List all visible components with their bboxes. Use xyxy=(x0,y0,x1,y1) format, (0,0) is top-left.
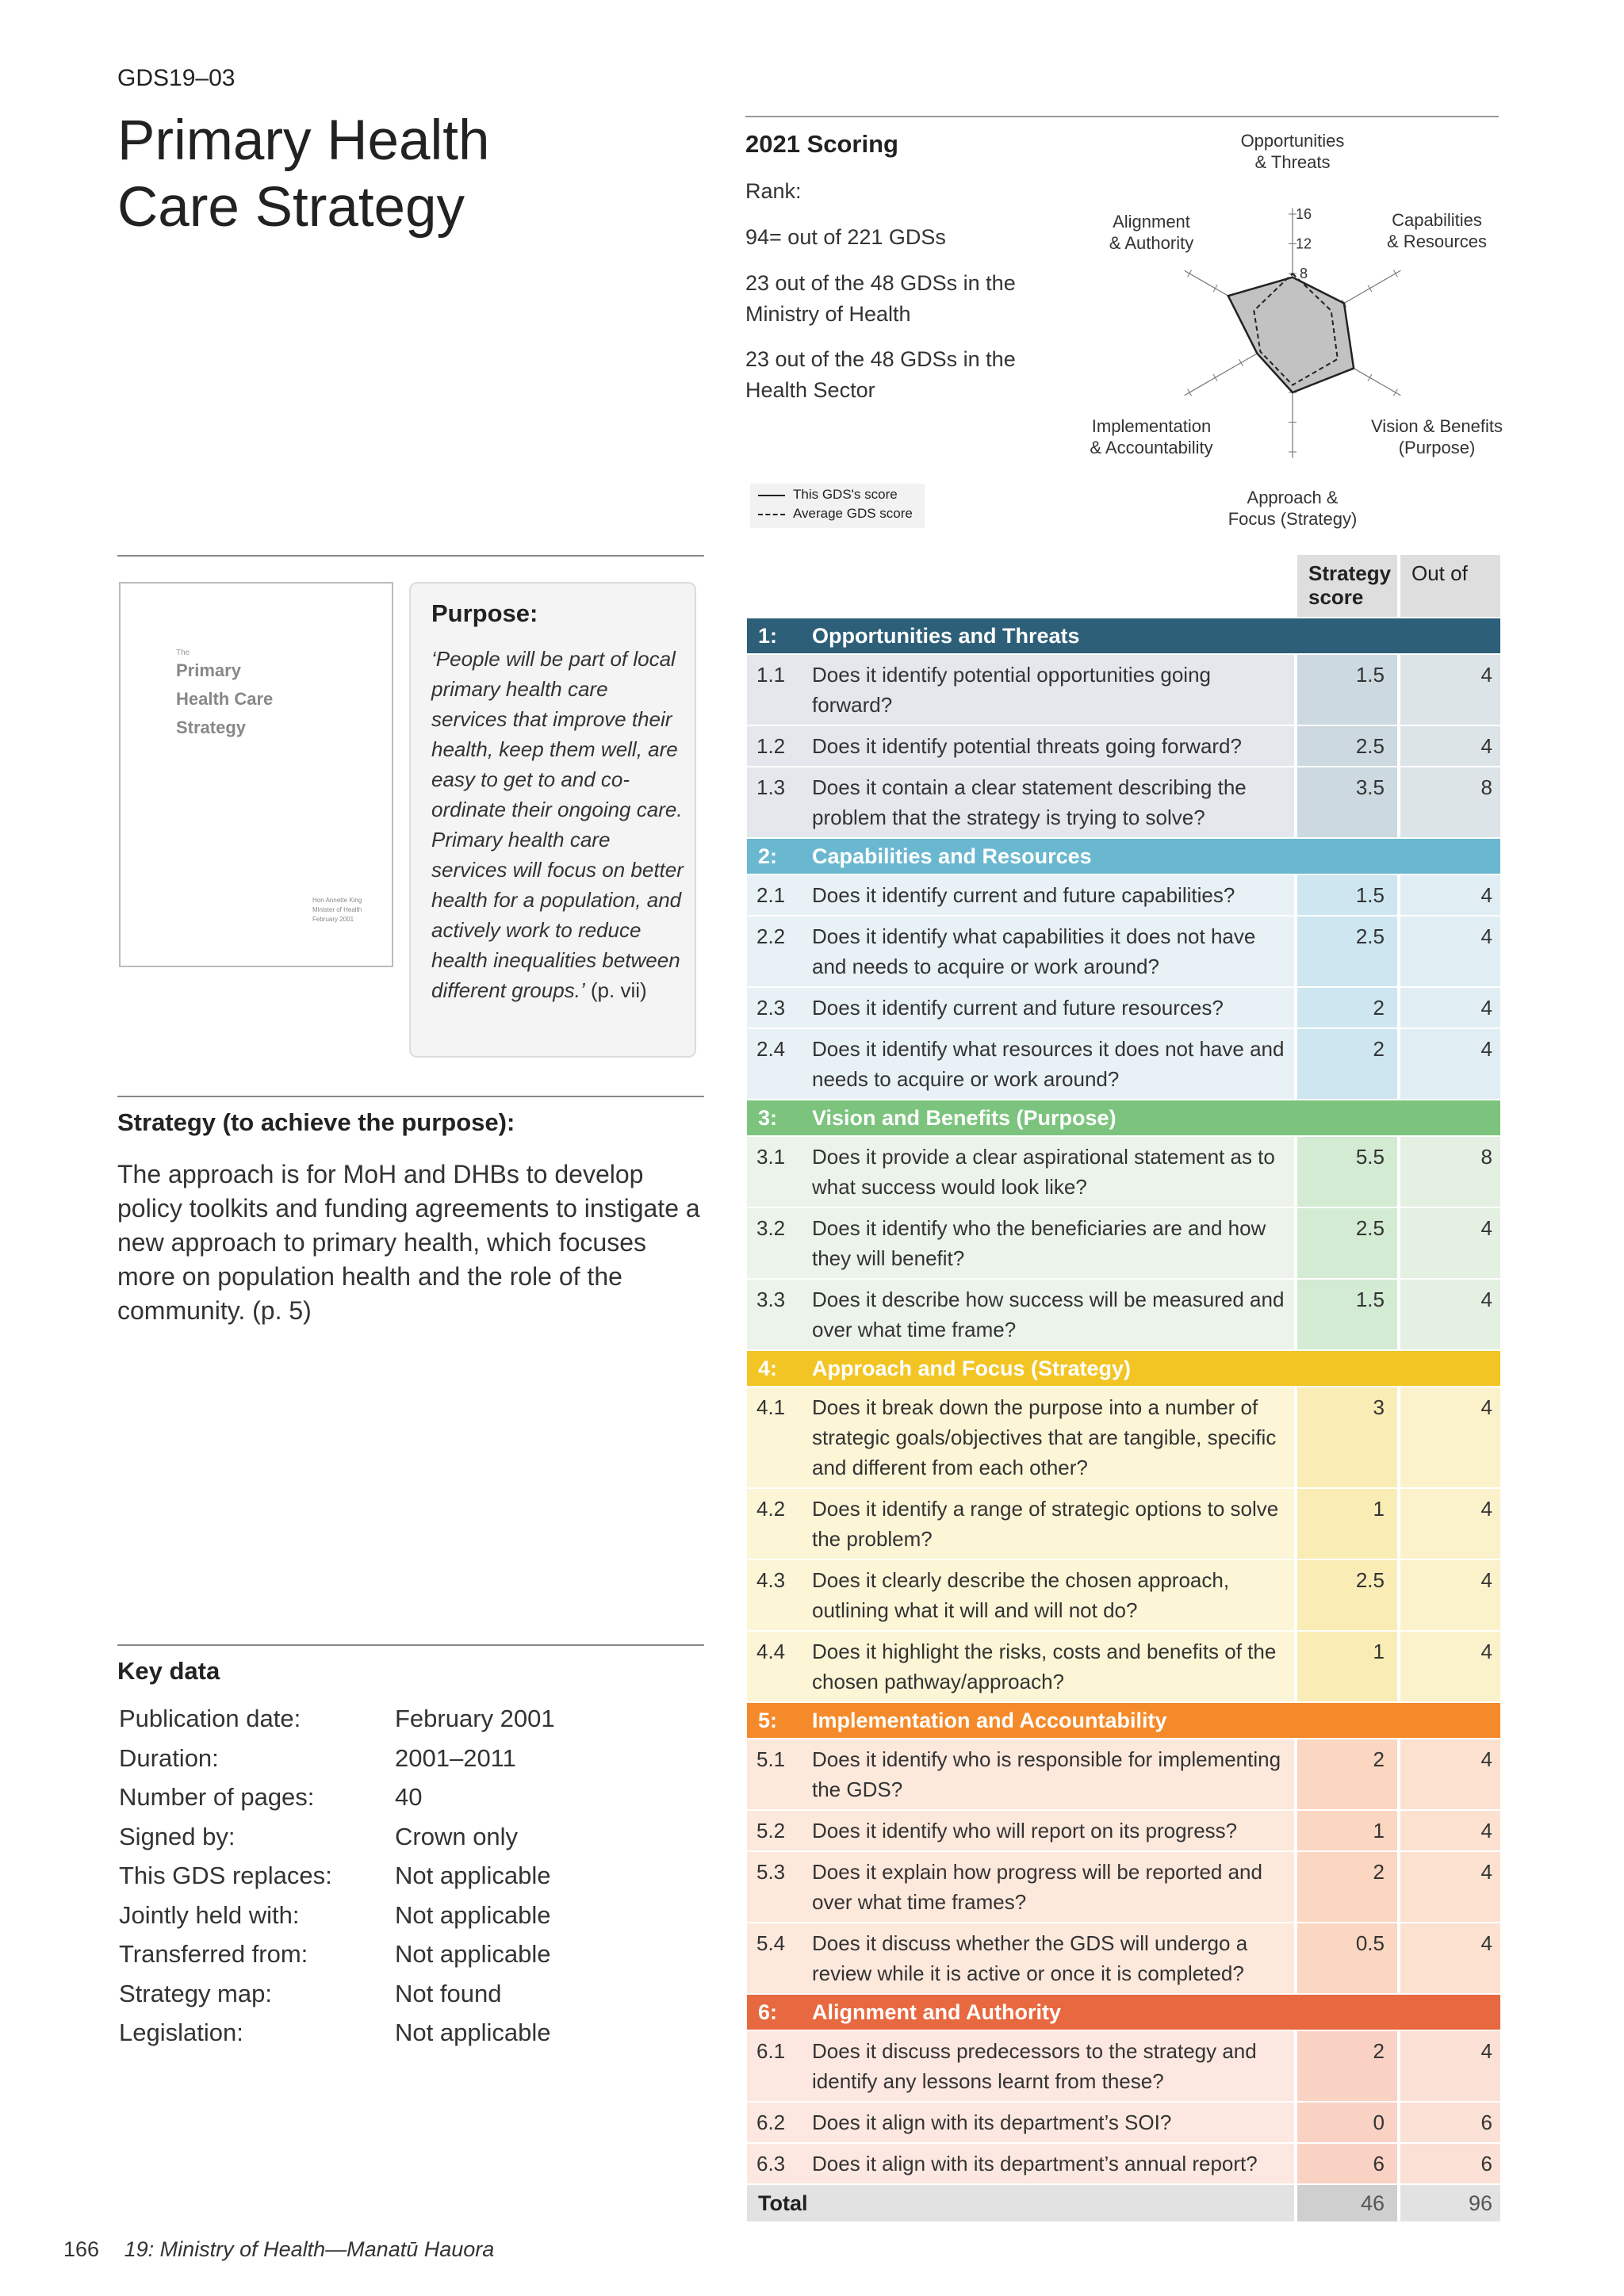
question-number: 1.3 xyxy=(756,775,786,799)
divider xyxy=(117,1644,704,1646)
question-text: Does it explain how progress will be reported and over what time frames? xyxy=(812,1860,1262,1914)
question-out-of: 4 xyxy=(1480,883,1492,907)
table-row xyxy=(747,1811,1500,1850)
radar-axis-label: & Threats xyxy=(1254,152,1331,172)
table-row xyxy=(747,2144,1500,2183)
rank-label: Rank: xyxy=(745,179,802,203)
radar-axis-label: & Accountability xyxy=(1090,438,1213,457)
radar-axis-label: Capabilities xyxy=(1392,210,1482,230)
table-row xyxy=(747,2103,1500,2142)
radar-axis-label: Opportunities xyxy=(1240,131,1345,151)
radar-axis-label: Focus (Strategy) xyxy=(1228,509,1358,529)
question-number: 2.1 xyxy=(756,883,786,907)
section-name: Alignment and Authority xyxy=(812,2000,1061,2024)
rank-overall: 94= out of 221 GDSs xyxy=(745,225,946,249)
question-text: Does it identify what resources it does not have and needs to acquire or work around? xyxy=(812,1037,1285,1091)
section-name: Approach and Focus (Strategy) xyxy=(812,1357,1132,1380)
key-data-label: Key data xyxy=(117,1657,220,1685)
question-text: Does it discuss whether the GDS will undergo a review while it is active or once it is completed? xyxy=(812,1931,1248,1985)
question-out-of: 4 xyxy=(1480,1931,1492,1955)
radar-axis-label: & Authority xyxy=(1109,233,1194,253)
key-data-label: Jointly held with: xyxy=(119,1900,300,1929)
rank-sector: 23 out of the 48 GDSs in the Health Sector xyxy=(745,347,1016,402)
question-score: 1.5 xyxy=(1355,883,1385,907)
section-number: 6: xyxy=(758,2000,778,2024)
question-number: 4.2 xyxy=(756,1497,786,1521)
question-text: Does it describe how success will be measured and over what time frame? xyxy=(812,1288,1285,1341)
table-row xyxy=(747,916,1500,986)
radar-tick-label: 8 xyxy=(1299,266,1308,281)
question-text: Does it highlight the risks, costs and benefits of the chosen pathway/approach? xyxy=(812,1640,1277,1693)
section-name: Capabilities and Resources xyxy=(812,844,1092,868)
page-title-line-1: Primary Health xyxy=(117,109,490,172)
purpose-label: Purpose: xyxy=(431,599,538,627)
question-number: 6.1 xyxy=(756,2039,786,2063)
radar-this-gds-series xyxy=(1228,277,1354,392)
section-header xyxy=(747,1351,1500,1386)
question-score: 0.5 xyxy=(1355,1931,1385,1955)
table-row xyxy=(747,1029,1500,1099)
question-text: Does it provide a clear aspirational statement as to what success would look like? xyxy=(812,1145,1275,1199)
divider xyxy=(117,1096,704,1097)
radar-tick-mark xyxy=(1213,374,1217,381)
question-number: 5.2 xyxy=(756,1819,786,1843)
table-row xyxy=(747,655,1500,725)
question-score: 1 xyxy=(1373,1497,1385,1521)
key-data-value: Not applicable xyxy=(395,1940,551,1968)
key-data-label: Publication date: xyxy=(119,1705,301,1732)
document-cover-thumbnail xyxy=(119,582,393,967)
question-text: Does it identify who is responsible for implementing the GDS? xyxy=(812,1747,1281,1801)
question-out-of: 8 xyxy=(1480,775,1492,799)
radar-axis-label: Approach & xyxy=(1247,488,1339,507)
question-number: 6.2 xyxy=(756,2110,786,2134)
question-out-of: 4 xyxy=(1480,1395,1492,1419)
section-number: 2: xyxy=(758,844,778,868)
question-score: 0 xyxy=(1373,2110,1385,2134)
key-data-value: Not applicable xyxy=(395,1900,551,1929)
radar-axis-label: & Resources xyxy=(1387,232,1487,251)
table-header xyxy=(747,555,1500,617)
question-text: Does it identify potential opportunities going forward? xyxy=(812,663,1211,717)
question-out-of: 4 xyxy=(1480,1037,1492,1061)
radar-tick-mark xyxy=(1188,389,1192,396)
radar-tick-mark xyxy=(1188,270,1192,277)
question-number: 2.3 xyxy=(756,996,786,1020)
scoring-title: 2021 Scoring xyxy=(745,130,898,158)
radar-tick-mark xyxy=(1239,359,1243,366)
question-score: 2 xyxy=(1373,1037,1385,1061)
strategy-text: The approach is for MoH and DHBs to develop policy toolkits and funding agreements to instigate a new approach to primary health, which focuses more on population health and the role of the community. (p. 5) xyxy=(117,1160,700,1325)
question-number: 4.4 xyxy=(756,1640,786,1663)
section-name: Vision and Benefits (Purpose) xyxy=(812,1106,1116,1130)
question-score: 2.5 xyxy=(1355,734,1385,758)
question-text: Does it identify a range of strategic options to solve the problem? xyxy=(812,1497,1279,1551)
question-score: 3 xyxy=(1373,1395,1385,1419)
table-row xyxy=(747,1208,1500,1278)
question-out-of: 4 xyxy=(1480,1288,1492,1311)
question-text: Does it identify potential threats going forward? xyxy=(812,734,1242,758)
question-number: 4.3 xyxy=(756,1568,786,1592)
question-number: 4.1 xyxy=(756,1395,786,1419)
key-data-value: 2001–2011 xyxy=(395,1743,516,1772)
rank-ministry: 23 out of the 48 GDSs in the Ministry of Health xyxy=(745,271,1016,326)
key-data-value: Not applicable xyxy=(395,2019,551,2046)
radar-axis-label: Alignment xyxy=(1113,212,1190,232)
key-data-label: Signed by: xyxy=(119,1822,236,1850)
radar-tick-mark xyxy=(1368,374,1372,381)
question-number: 5.1 xyxy=(756,1747,786,1771)
purpose-ref: (p. vii) xyxy=(584,978,647,1002)
question-score: 2 xyxy=(1373,1860,1385,1884)
page-footer xyxy=(63,2237,494,2262)
radar-tick-mark xyxy=(1368,285,1372,292)
question-text: Does it identify current and future resources? xyxy=(812,996,1224,1020)
table-total-row xyxy=(747,2185,1500,2221)
key-data-label: Number of pages: xyxy=(119,1783,315,1811)
table-body xyxy=(747,618,1500,2183)
radar-axis-label: Vision & Benefits xyxy=(1371,416,1503,436)
section-header xyxy=(747,839,1500,874)
table-row xyxy=(747,1739,1500,1809)
key-data-value: Not found xyxy=(395,1979,502,2007)
question-text: Does it clearly describe the chosen approach, outlining what it will and will not do? xyxy=(812,1568,1230,1622)
question-score: 1.5 xyxy=(1355,1288,1385,1311)
page-title xyxy=(117,108,752,241)
strategy-label: Strategy (to achieve the purpose): xyxy=(117,1108,515,1136)
question-out-of: 4 xyxy=(1480,734,1492,758)
radar-axis-label: Implementation xyxy=(1091,416,1212,436)
question-score: 2 xyxy=(1373,2039,1385,2063)
question-number: 5.4 xyxy=(756,1931,786,1955)
question-out-of: 4 xyxy=(1480,996,1492,1020)
table-row xyxy=(747,1923,1500,1993)
legend-dashed-line-icon xyxy=(758,514,785,515)
question-text: Does it identify current and future capabilities? xyxy=(812,883,1235,907)
question-number: 2.4 xyxy=(756,1037,786,1061)
cover-signatory: Hon Annette King Minister of Health February 2001 xyxy=(312,897,362,923)
section-number: 1: xyxy=(758,624,778,648)
section-header xyxy=(747,1995,1500,2030)
cover-title: Primary Health Care Strategy xyxy=(176,660,274,737)
question-out-of: 4 xyxy=(1480,1216,1492,1240)
question-score: 3.5 xyxy=(1355,775,1385,799)
key-data-label: Legislation: xyxy=(119,2019,243,2046)
question-number: 1.1 xyxy=(756,663,786,687)
question-score: 5.5 xyxy=(1355,1145,1385,1169)
legend-this-gds: This GDS's score xyxy=(758,487,898,503)
question-number: 1.2 xyxy=(756,734,786,758)
question-number: 3.1 xyxy=(756,1145,786,1169)
section-header xyxy=(747,1100,1500,1135)
radar-tick-mark xyxy=(1393,270,1397,277)
table-row xyxy=(747,875,1500,915)
question-text: Does it identify who the beneficiaries are and how they will benefit? xyxy=(812,1216,1266,1270)
radar-tick-label: 12 xyxy=(1295,235,1312,252)
table-row xyxy=(747,2031,1500,2101)
question-score: 1 xyxy=(1373,1819,1385,1843)
total-score: 46 xyxy=(1360,2191,1385,2215)
question-out-of: 6 xyxy=(1480,2152,1492,2175)
question-text: Does it contain a clear statement describing the problem that the strategy is trying to solve? xyxy=(812,775,1247,829)
question-out-of: 4 xyxy=(1480,2039,1492,2063)
section-header xyxy=(747,618,1500,653)
key-data-value: Not applicable xyxy=(395,1862,551,1889)
question-out-of: 4 xyxy=(1480,1497,1492,1521)
question-score: 1.5 xyxy=(1355,663,1385,687)
chart-legend xyxy=(750,484,925,528)
question-out-of: 4 xyxy=(1480,1860,1492,1884)
question-number: 2.2 xyxy=(756,924,786,948)
table-row xyxy=(747,767,1500,837)
page-title-line-2: Care Strategy xyxy=(117,176,465,239)
table-row xyxy=(747,1280,1500,1349)
question-text: Does it break down the purpose into a number of strategic goals/objectives that are tangible, specific and different from each other? xyxy=(812,1395,1277,1479)
key-data-label: Duration: xyxy=(119,1743,219,1772)
question-out-of: 6 xyxy=(1480,2110,1492,2134)
key-data-value: 40 xyxy=(395,1783,423,1811)
question-score: 2.5 xyxy=(1355,1568,1385,1592)
header-strategy-score: Strategy score xyxy=(1297,555,1397,617)
document-code: GDS19–03 xyxy=(117,65,236,91)
question-score: 2 xyxy=(1373,996,1385,1020)
key-data-label: This GDS replaces: xyxy=(119,1862,332,1889)
header-out-of: Out of xyxy=(1400,555,1500,617)
key-data-value: February 2001 xyxy=(395,1705,555,1732)
page-number: 166 xyxy=(63,2237,100,2261)
table-row xyxy=(747,726,1500,766)
question-score: 2 xyxy=(1373,1747,1385,1771)
table-row xyxy=(747,1852,1500,1922)
purpose-box xyxy=(409,582,696,1058)
section-number: 5: xyxy=(758,1709,778,1732)
table-row xyxy=(747,1137,1500,1207)
question-out-of: 4 xyxy=(1480,924,1492,948)
question-text: Does it discuss predecessors to the strategy and identify any lessons learnt from these? xyxy=(812,2039,1257,2093)
question-number: 3.3 xyxy=(756,1288,786,1311)
question-score: 2.5 xyxy=(1355,924,1385,948)
footer-text: 19: Ministry of Health—Manatū Hauora xyxy=(124,2237,495,2261)
key-data-value: Crown only xyxy=(395,1822,519,1850)
question-number: 6.3 xyxy=(756,2152,786,2175)
question-score: 1 xyxy=(1373,1640,1385,1663)
section-number: 4: xyxy=(758,1357,778,1380)
key-data-label: Transferred from: xyxy=(119,1940,308,1968)
purpose-quote: ‘People will be part of local primary health care services that improve their health, keep them well, are easy to get to and co-ordinate their ongoing care. Primary health care services will focus on better health for a population, and actively work to reduce health inequalities between different groups.’ xyxy=(431,647,684,1002)
section-name: Opportunities and Threats xyxy=(812,624,1080,648)
total-out-of: 96 xyxy=(1468,2191,1492,2215)
radar-tick-mark xyxy=(1213,285,1217,292)
divider xyxy=(745,116,1499,117)
question-out-of: 4 xyxy=(1480,1640,1492,1663)
cover-the: The xyxy=(176,649,190,657)
key-data-label: Strategy map: xyxy=(119,1979,272,2007)
radar-axis-label: (Purpose) xyxy=(1398,438,1476,457)
question-out-of: 4 xyxy=(1480,1747,1492,1771)
question-text: Does it identify what capabilities it does not have and needs to acquire or work around? xyxy=(812,924,1256,978)
question-text: Does it identify who will report on its progress? xyxy=(812,1819,1238,1843)
question-text: Does it align with its department’s annual report? xyxy=(812,2152,1258,2175)
section-name: Implementation and Accountability xyxy=(812,1709,1167,1732)
question-out-of: 4 xyxy=(1480,1819,1492,1843)
purpose-text xyxy=(431,644,685,1005)
question-number: 3.2 xyxy=(756,1216,786,1240)
table-row xyxy=(747,988,1500,1027)
section-header xyxy=(747,1703,1500,1738)
radar-chart xyxy=(1078,123,1507,535)
divider xyxy=(117,555,704,557)
legend-solid-line-icon xyxy=(758,495,785,496)
table-row xyxy=(747,1632,1500,1701)
legend-average: Average GDS score xyxy=(758,506,913,522)
section-number: 3: xyxy=(758,1106,778,1130)
question-score: 6 xyxy=(1373,2152,1385,2175)
total-label: Total xyxy=(758,2191,808,2215)
table-row xyxy=(747,1560,1500,1630)
table-row xyxy=(747,1387,1500,1487)
radar-tick-label: 16 xyxy=(1295,206,1312,222)
radar-tick-mark xyxy=(1393,389,1397,396)
question-out-of: 8 xyxy=(1480,1145,1492,1169)
question-number: 5.3 xyxy=(756,1860,786,1884)
question-text: Does it align with its department’s SOI? xyxy=(812,2110,1172,2134)
table-row xyxy=(747,1489,1500,1559)
question-out-of: 4 xyxy=(1480,1568,1492,1592)
question-out-of: 4 xyxy=(1480,663,1492,687)
question-score: 2.5 xyxy=(1355,1216,1385,1240)
score-table xyxy=(747,555,1500,2221)
